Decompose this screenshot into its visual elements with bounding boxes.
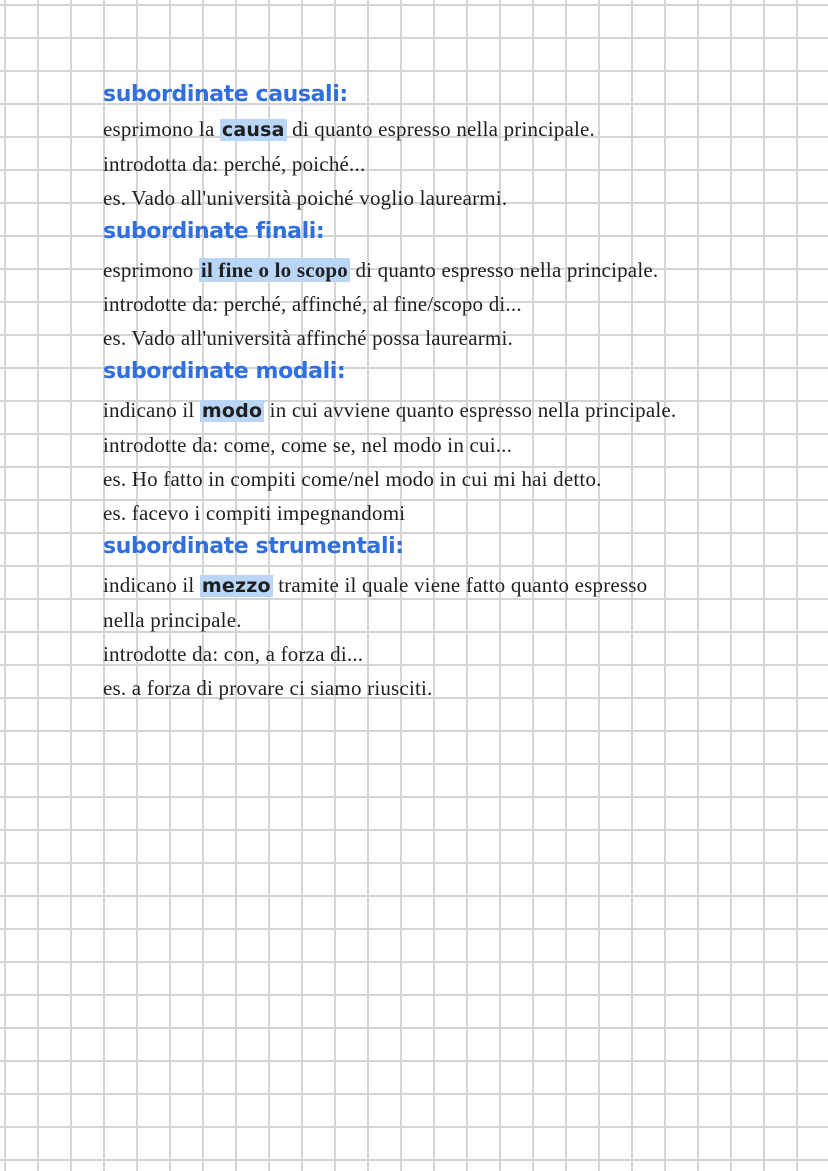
highlight-keyword: causa <box>221 119 285 141</box>
section-heading: subordinate causali: <box>103 82 348 107</box>
definition-text: indicano il <box>103 398 200 422</box>
example-line: es. a forza di provare ci siamo riusciti. <box>103 676 433 700</box>
section-heading: subordinate modali: <box>103 359 346 384</box>
example-line: es. Vado all'università poiché voglio laurearmi. <box>103 186 508 210</box>
definition-text: di quanto espresso nella principale. <box>350 258 659 282</box>
highlight-keyword: modo <box>201 400 263 422</box>
section-heading: subordinate strumentali: <box>103 534 404 559</box>
definition-text: tramite il quale viene fatto quanto espresso <box>272 573 648 597</box>
definition-text: in cui avviene quanto espresso nella principale. <box>264 398 677 422</box>
definition-text: di quanto espresso nella principale. <box>286 117 595 141</box>
definition-line <box>103 568 803 603</box>
definition-line <box>103 112 803 147</box>
text-line: introdotte da: come, come se, nel modo in cui... <box>103 433 513 457</box>
example-line: es. facevo i compiti impegnandomi <box>103 501 406 525</box>
notes-page <box>103 78 803 705</box>
section-finali <box>103 215 803 355</box>
definition-text: esprimono la <box>103 117 220 141</box>
section-modali <box>103 355 803 530</box>
section-causali <box>103 78 803 215</box>
definition-text: indicano il <box>103 573 200 597</box>
highlight-keyword: mezzo <box>201 575 271 597</box>
section-heading: subordinate finali: <box>103 219 325 244</box>
text-line: introdotte da: con, a forza di... <box>103 642 364 666</box>
example-line: es. Ho fatto in compiti come/nel modo in cui mi hai detto. <box>103 467 602 491</box>
section-strumentali <box>103 530 803 705</box>
definition-line <box>103 253 803 287</box>
text-line: introdotta da: perché, poiché... <box>103 152 366 176</box>
highlight-keyword: il fine o lo scopo <box>200 258 349 282</box>
text-line: nella principale. <box>103 608 242 632</box>
definition-text: esprimono <box>103 258 199 282</box>
text-line: introdotte da: perché, affinché, al fine/scopo di... <box>103 292 522 316</box>
definition-line <box>103 393 803 428</box>
example-line: es. Vado all'università affinché possa laurearmi. <box>103 326 513 350</box>
